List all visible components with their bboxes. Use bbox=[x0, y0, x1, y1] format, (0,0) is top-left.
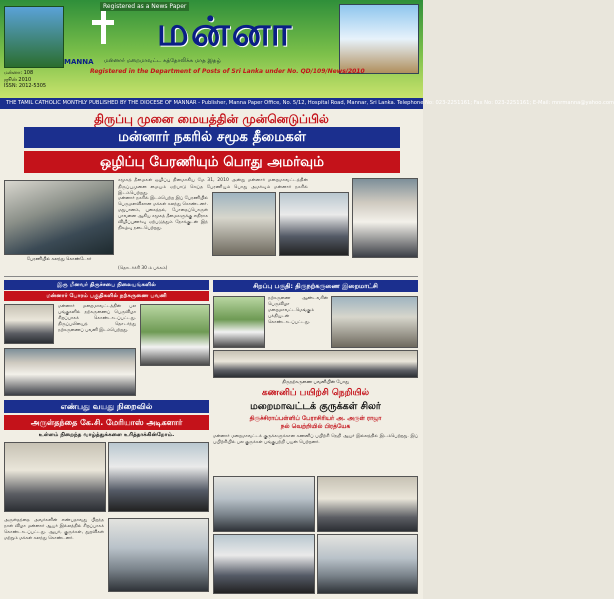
procession-photo bbox=[140, 304, 210, 366]
story4-sub: உள்ளம் நிறைந்த வாழ்த்துக்களை உரித்தாக்கின்றோம். bbox=[38, 432, 175, 438]
training-photo-b bbox=[317, 476, 418, 532]
celebration-photo-b bbox=[108, 442, 209, 512]
continued-note: (தொடர்ச்சி 30 ம் பக்கம்) bbox=[118, 266, 168, 271]
story3-caption: திருநற்கருணை பவனியின் போது bbox=[282, 380, 349, 385]
headline-line1: திருப்பு முனை மையத்தின் முன்னெடுப்பில் bbox=[94, 112, 329, 126]
story3-photo-b bbox=[331, 296, 418, 348]
story3-title: சிறப்பு பகுதி: திருநற்கருணை இறைமாட்சி bbox=[213, 280, 418, 292]
registration-strip: Registered as a News Paper bbox=[100, 2, 189, 11]
story2-photo-small bbox=[4, 304, 54, 344]
story4-text: அருள்தந்தை அவர்களின் எண்பதாவது பிறந்த நாள் விழா மன்னார் ஆயர் இல்லத்தில் சிறப்பாகக் கொண்டாடப்பட்டது. ஆயர், குருக்கள், துறவிகள் மற்றும் மக்கள் கலந்து கொண்டனர். bbox=[4, 518, 104, 541]
story5-sub2: நல் வெற்றியில் பிரத்யேக bbox=[280, 423, 351, 430]
headline-line3: ஒழிப்பு பேரணியும் பொது அமர்வும் bbox=[24, 151, 400, 173]
story2-text: மன்னார் மறைமாவட்டத்தின் பல பங்குகளில் நற்கருணைப் பெருவிழா சிறப்பாகக் கொண்டாடப்பட்டது. திருப்பலியைத் தொடர்ந்து நற்கருணைப் பவனி இடம்பெற்றது. bbox=[58, 304, 136, 333]
story5-text: மன்னார் மறைமாவட்டக் குருக்களுக்கான கணனிப் பயிற்சி நெறி ஆயர் இல்லத்தில் இடம்பெற்றது. இப் பயிற்சியில் பல குருக்கள் பங்குபற்றி பயன் பெற்றனர். bbox=[213, 434, 418, 445]
intro-text: சமூகத் தீமைகள் ஒழிப்பு தினமாகிய மே 31, 2010 அன்று மன்னார் மறைமாவட்டத்தின் திருப்புமுனை மையம் ஏற்பாடு செய்த பேரணியும் பொது அமர்வும் மன்னார் நகரில் இடம்பெற்றது. bbox=[118, 178, 308, 196]
statue-photo-right bbox=[339, 4, 419, 74]
story5-black-title: மறைமாவட்டக் குருக்கள் சிலர் bbox=[250, 401, 381, 412]
training-photo-a bbox=[213, 476, 315, 532]
issue-line: மன்னா: 108 bbox=[4, 70, 34, 76]
training-photo-d bbox=[317, 534, 418, 594]
headline-line2: மன்னார் நகரில் சமூக தீமைகள் bbox=[24, 127, 400, 148]
story3-photo-a bbox=[213, 296, 265, 348]
story-text-left: மன்னார் நகரில் இடம்பெற்ற இப் பேரணியில் பெருமளவிலான மக்கள் கலந்து கொண்டனர். மதுபானம், புகைத்தல், போதைப்பொருள் பாவனை ஆகிய சமூகத் தீமைகளுக்கு எதிராக விழிப்புணர்வு ஏற்படுத்தும் நோக்குடன் இந் நிகழ்வு நடைபெற்றது. bbox=[118, 196, 208, 231]
masthead-tagline: மன்னார் மறைமாவட்ட கத்தோலிக்க மாத இதழ் bbox=[104, 58, 221, 64]
rally-caption: பேரணியில் கலந்து கொண்டோர் bbox=[26, 257, 92, 262]
publisher-bar: THE TAMIL CATHOLIC MONTHLY PUBLISHED BY THE DIOCESE OF MANNAR - Publisher, Manna Paper Office, No. 5/12, Hospital Road, Mannar, Sri Lanka. Telephone No: 023-2251161; Fax No: 023-2251161; E-Mail: mnrmanna@yahoo.com bbox=[0, 98, 423, 109]
issue-line: ஜூன் 2010 bbox=[4, 76, 32, 83]
road-photo bbox=[212, 192, 276, 256]
celebration-photo-a bbox=[4, 442, 106, 512]
story3-photo-c bbox=[213, 350, 418, 378]
cross-icon bbox=[92, 10, 114, 44]
issue-info bbox=[4, 70, 62, 90]
story4-banner: எண்பது வயது நிறைவில் bbox=[4, 400, 209, 413]
issue-line: ISSN: 2012-5305 bbox=[4, 83, 47, 89]
podium-photo bbox=[352, 178, 418, 258]
masthead-word: MANNA bbox=[64, 58, 94, 66]
celebration-photo-c bbox=[108, 518, 209, 592]
masthead bbox=[0, 0, 423, 98]
story2-title2: மன்னார் போரம் பகுதிகளில் நற்கருணை பவனி bbox=[4, 291, 209, 301]
story5-sub: திருச்சிராப்பள்ளிப் பேராசிரியர் அ. அருள் ராஜா bbox=[249, 415, 382, 422]
registration-note: Registered in the Department of Posts of Sri Lanka under No. QD/109/News/2010 bbox=[90, 68, 365, 75]
story3-text: நற்கருணை ஆண்டவரின் பெருவிழா மறைமாவட்டமெங்கும் பக்தியுடன் கொண்டாடப்பட்டது. bbox=[268, 296, 328, 325]
officials-photo bbox=[279, 192, 349, 256]
masthead-title: மன்னா bbox=[156, 8, 294, 55]
story4-name: அருள்தந்தை கே.சி. மேரியாஸ் அடிகளார் bbox=[4, 415, 209, 430]
procession-photo-2 bbox=[4, 348, 136, 396]
rally-photo bbox=[4, 180, 114, 255]
training-photo-c bbox=[213, 534, 315, 594]
church-photo-left bbox=[4, 6, 64, 68]
story2-title1: இரு மீனவர் திருச்சபை நிலையங்களில் bbox=[4, 280, 209, 290]
story5-red-title: கணனிப் பயிற்சி நெறியில் bbox=[261, 388, 370, 398]
divider bbox=[4, 276, 418, 277]
